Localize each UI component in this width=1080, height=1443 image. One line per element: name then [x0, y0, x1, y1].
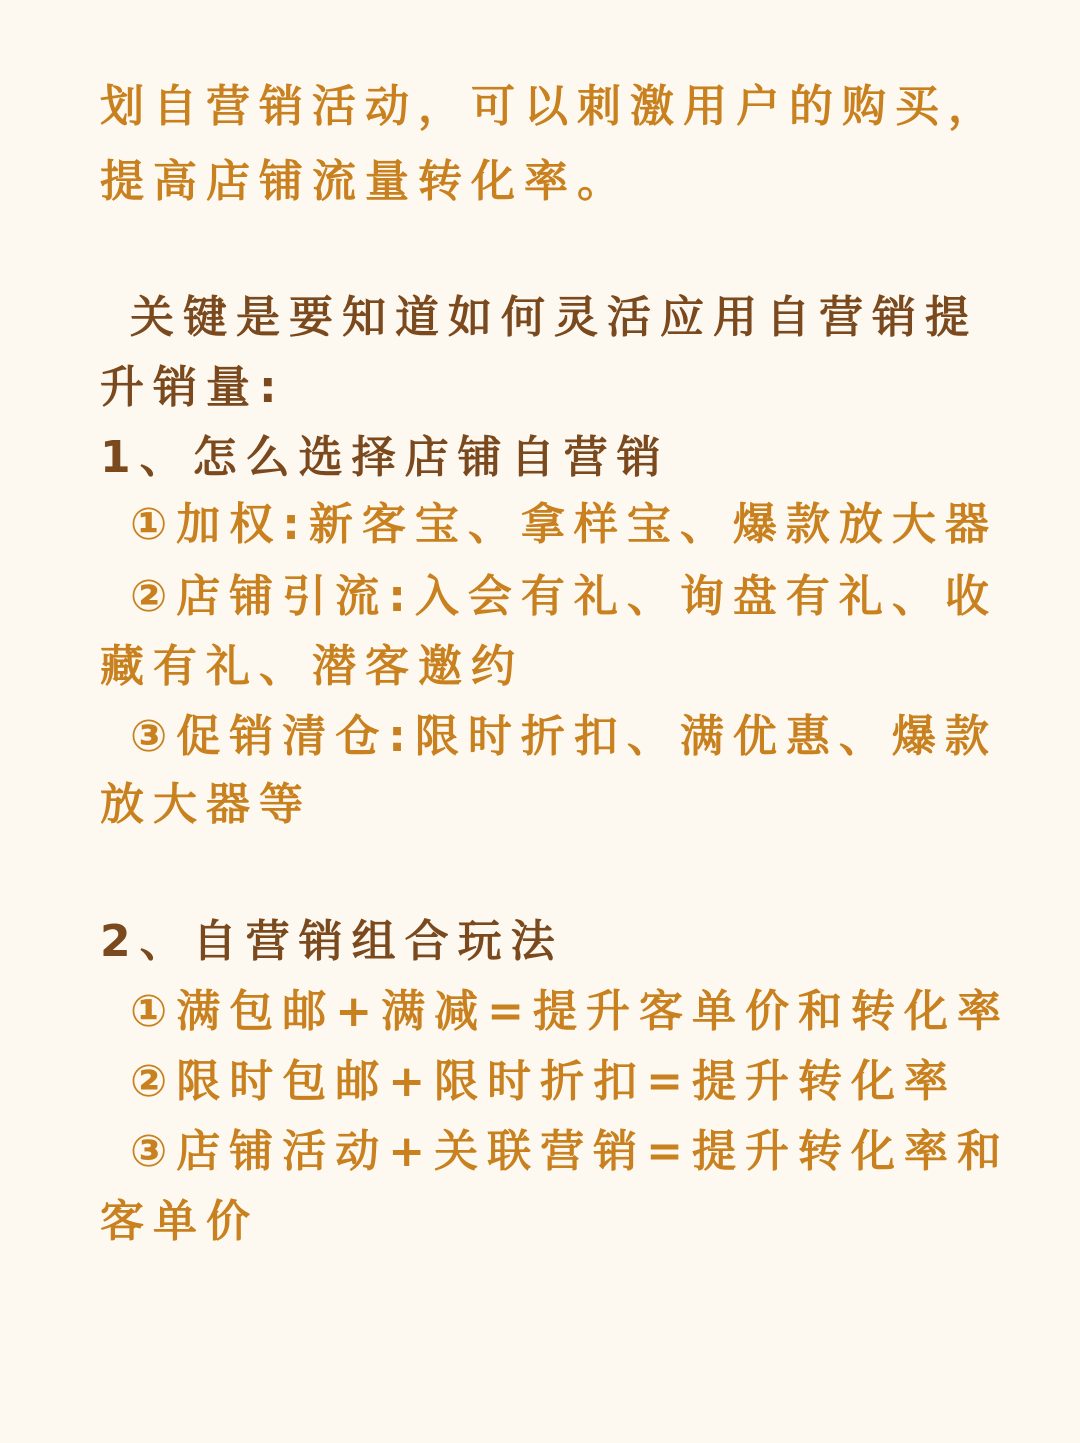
section1-item2-line1: ②店铺引流:入会有礼、询盘有礼、收: [130, 571, 998, 622]
section1-item3-line1: ③促销清仓:限时折扣、满优惠、爆款: [130, 711, 998, 762]
key-line-1: 关键是要知道如何灵活应用自营销提: [130, 292, 978, 343]
section1-heading: 1、怎么选择店铺自营销: [100, 432, 670, 483]
section2-item3-line1: ③店铺活动+关联营销=提升转化率和: [130, 1126, 1010, 1177]
section1-item2-line2: 藏有礼、潜客邀约: [100, 641, 524, 692]
section1-item1: ①加权:新客宝、拿样宝、爆款放大器: [130, 499, 998, 550]
section2-item3-line2: 客单价: [100, 1196, 259, 1247]
section2-item2: ②限时包邮+限时折扣=提升转化率: [130, 1056, 957, 1107]
key-line-2: 升销量:: [100, 362, 286, 413]
section1-item3-line2: 放大器等: [100, 779, 312, 830]
section2-heading: 2、自营销组合玩法: [100, 916, 564, 967]
section2-item1: ①满包邮+满减=提升客单价和转化率: [130, 986, 1010, 1037]
intro-line-1: 划自营销活动，可以刺激用户的购买，: [100, 81, 1001, 132]
intro-line-2: 提高店铺流量转化率。: [100, 156, 630, 207]
